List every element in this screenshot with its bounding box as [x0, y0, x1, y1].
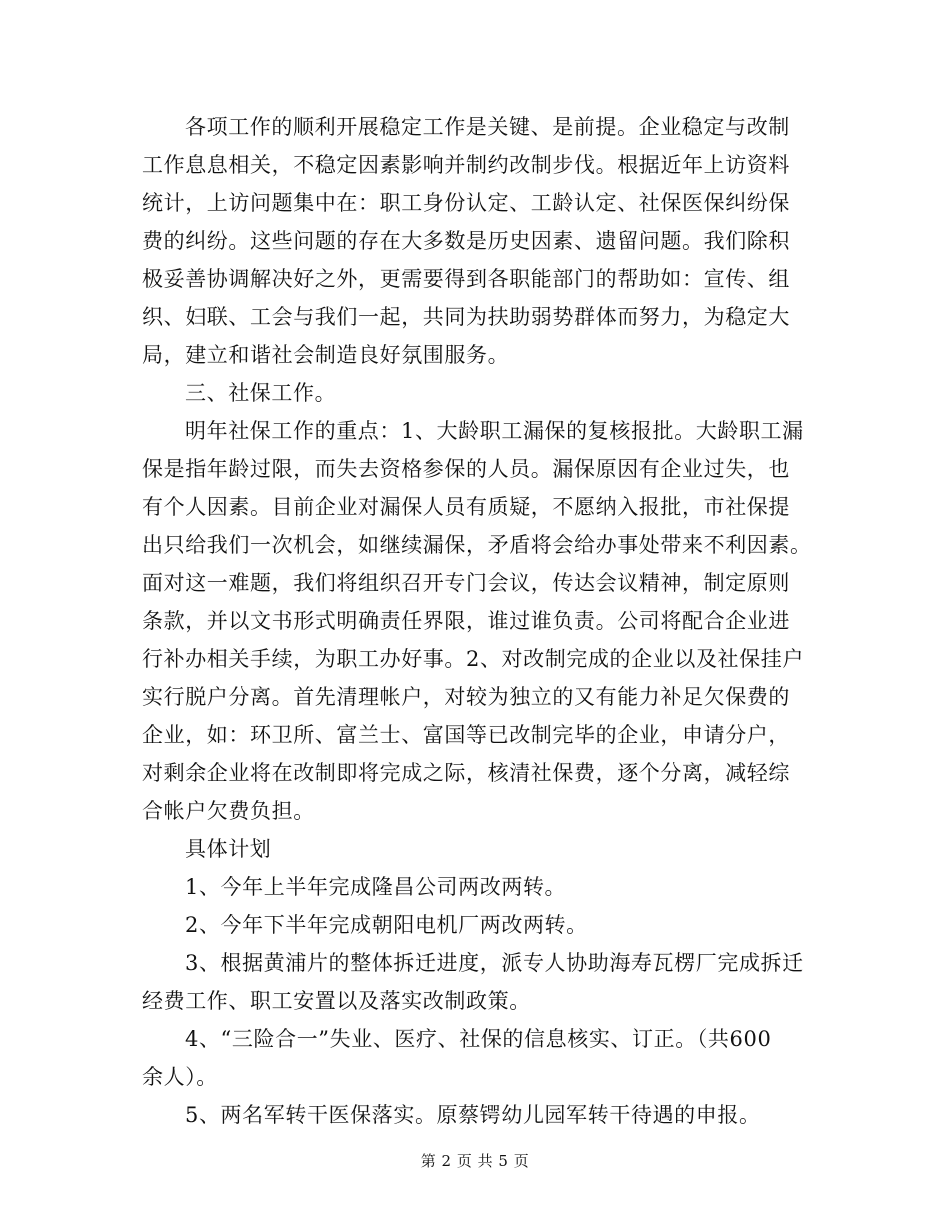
text-line: 统计，上访问题集中在：职工身份认定、工龄认定、社保医保纠纷保	[142, 191, 790, 215]
text-line: 保是指年龄过限，而失去资格参保的人员。漏保原因有企业过失，也	[142, 457, 790, 481]
text-line: 实行脱户分离。首先清理帐户，对较为独立的又有能力补足欠保费的	[142, 685, 790, 709]
text-line: 极妥善协调解决好之外，更需要得到各职能部门的帮助如：宣传、组	[142, 267, 790, 291]
list-item: 3、根据黄浦片的整体拆迁进度，派专人协助海寿瓦楞厂完成拆迁	[185, 951, 804, 975]
text-line: 出只给我们一次机会，如继续漏保，矛盾将会给办事处带来不利因素。	[142, 533, 812, 557]
text-line: 明年社保工作的重点：1、大龄职工漏保的复核报批。大龄职工漏	[185, 419, 804, 443]
section-heading: 具体计划	[185, 837, 272, 861]
text-line: 对剩余企业将在改制即将完成之际，核清社保费，逐个分离，减轻综	[142, 761, 790, 785]
text-line: 企业，如：环卫所、富兰士、富国等已改制完毕的企业，申请分户，	[142, 723, 790, 747]
list-item: 1、今年上半年完成隆昌公司两改两转。	[185, 875, 567, 899]
text-line: 合帐户欠费负担。	[142, 799, 315, 823]
list-item-continuation: 余人）。	[142, 1065, 218, 1089]
list-item: 4、“三险合一”失业、医疗、社保的信息核实、订正。（共600	[185, 1027, 772, 1051]
text-line: 局，建立和谐社会制造良好氛围服务。	[142, 343, 510, 367]
text-line: 条款，并以文书形式明确责任界限，谁过谁负责。公司将配合企业进	[142, 609, 790, 633]
text-line: 费的纠纷。这些问题的存在大多数是历史因素、遗留问题。我们除积	[142, 229, 790, 253]
list-item: 5、两名军转干医保落实。原蔡锷幼儿园军转干待遇的申报。	[185, 1103, 761, 1127]
text-line: 行补办相关手续，为职工办好事。2、对改制完成的企业以及社保挂户	[142, 647, 804, 671]
text-line: 织、妇联、工会与我们一起，共同为扶助弱势群体而努力，为稳定大	[142, 305, 790, 329]
text-line: 工作息息相关，不稳定因素影响并制约改制步伐。根据近年上访资料	[142, 153, 790, 177]
list-item-continuation: 经费工作、职工安置以及落实改制政策。	[142, 989, 531, 1013]
section-heading: 三、社保工作。	[185, 381, 337, 405]
text-line: 面对这一难题，我们将组织召开专门会议，传达会议精神，制定原则	[142, 571, 790, 595]
list-item: 2、今年下半年完成朝阳电机厂两改两转。	[185, 913, 588, 937]
page-footer: 第 2 页 共 5 页	[420, 1152, 530, 1170]
text-line: 各项工作的顺利开展稳定工作是关键、是前提。企业稳定与改制	[185, 115, 790, 139]
text-line: 有个人因素。目前企业对漏保人员有质疑，不愿纳入报批，市社保提	[142, 495, 790, 519]
